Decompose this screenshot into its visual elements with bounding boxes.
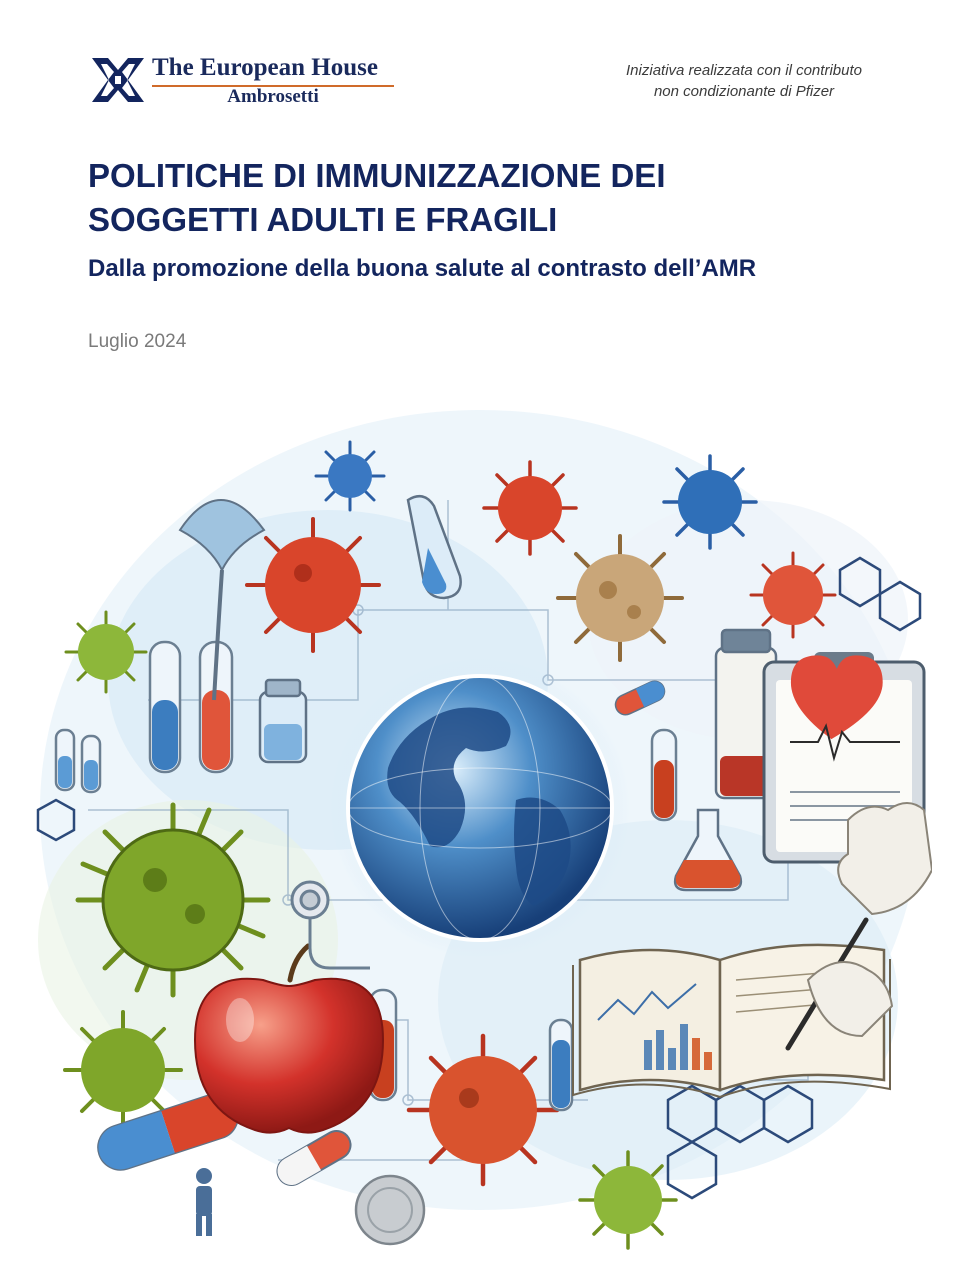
teha-logo bbox=[88, 52, 398, 108]
cover-illustration bbox=[28, 380, 932, 1280]
cover-header bbox=[0, 0, 960, 140]
globe-icon bbox=[330, 658, 630, 958]
logo-name: The European House bbox=[152, 54, 378, 81]
publication-date: Luglio 2024 bbox=[88, 331, 187, 352]
report-subtitle: Dalla promozione della buona salute al contrasto dell’AMR bbox=[88, 255, 757, 282]
title-line-1: POLITICHE DI IMMUNIZZAZIONE DEI bbox=[88, 157, 666, 194]
title-line-2: SOGGETTI ADULTI E FRAGILI bbox=[88, 201, 558, 238]
disclaimer-line-1: Iniziativa realizzata con il contributo bbox=[626, 62, 862, 79]
logo-sub: Ambrosetti bbox=[227, 86, 319, 107]
sponsor-disclaimer bbox=[594, 60, 894, 102]
tablet-icon bbox=[356, 1176, 424, 1244]
disclaimer-line-2: non condizionante di Pfizer bbox=[653, 83, 835, 100]
report-title bbox=[88, 154, 888, 242]
teha-logo-mark-icon bbox=[88, 54, 148, 106]
person-figure-icon bbox=[196, 1168, 212, 1236]
